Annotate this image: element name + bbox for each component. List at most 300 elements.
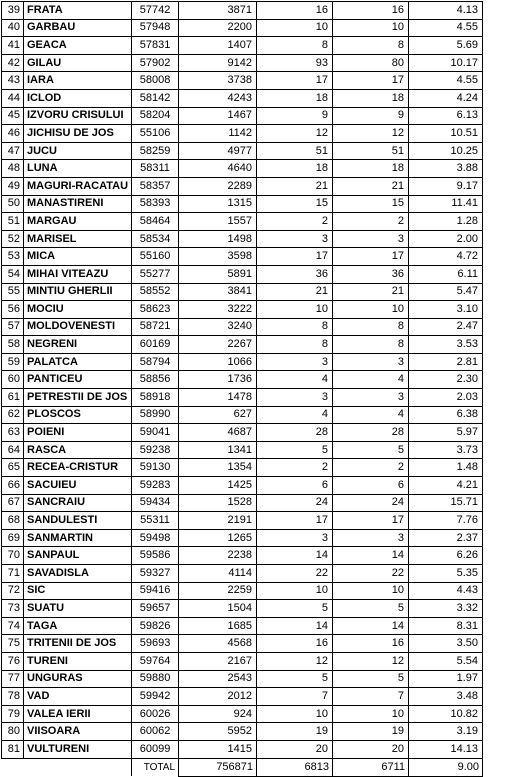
- rate: 10.25: [409, 142, 483, 160]
- count-b: 16: [333, 2, 409, 20]
- siruta-code: 58393: [132, 195, 179, 213]
- row-number: 47: [2, 142, 24, 160]
- locality-name: TURENI: [24, 652, 132, 670]
- population: 2167: [179, 652, 257, 670]
- row-number: 51: [2, 213, 24, 231]
- table-row: [2, 547, 483, 565]
- count-a: 17: [257, 512, 333, 530]
- siruta-code: 59327: [132, 565, 179, 583]
- table-row: [2, 353, 483, 371]
- count-a: 14: [257, 547, 333, 565]
- locality-name: MARGAU: [24, 213, 132, 231]
- rate: 15.71: [409, 494, 483, 512]
- population: 1142: [179, 125, 257, 143]
- rate: 3.19: [409, 723, 483, 741]
- population: 1407: [179, 37, 257, 55]
- siruta-code: 60169: [132, 336, 179, 354]
- row-number: 79: [2, 705, 24, 723]
- siruta-code: 55311: [132, 512, 179, 530]
- population: 1528: [179, 494, 257, 512]
- rate: 11.41: [409, 195, 483, 213]
- table-row: [2, 248, 483, 266]
- population: 1341: [179, 441, 257, 459]
- population: 2200: [179, 19, 257, 37]
- population: 1354: [179, 459, 257, 477]
- siruta-code: 58464: [132, 213, 179, 231]
- population: 5952: [179, 723, 257, 741]
- population: 2267: [179, 336, 257, 354]
- count-b: 3: [333, 230, 409, 248]
- table-row: [2, 283, 483, 301]
- locality-name: GILAU: [24, 54, 132, 72]
- count-b: 19: [333, 723, 409, 741]
- rate: 1.28: [409, 213, 483, 231]
- rate: 6.26: [409, 547, 483, 565]
- count-a: 51: [257, 142, 333, 160]
- row-number: 77: [2, 670, 24, 688]
- table-row: [2, 617, 483, 635]
- count-a: 5: [257, 600, 333, 618]
- count-a: 3: [257, 230, 333, 248]
- locality-name: POIENI: [24, 424, 132, 442]
- count-b: 10: [333, 582, 409, 600]
- count-b: 14: [333, 617, 409, 635]
- count-b: 10: [333, 705, 409, 723]
- population: 1066: [179, 353, 257, 371]
- row-number: 61: [2, 389, 24, 407]
- count-b: 12: [333, 652, 409, 670]
- row-number: 52: [2, 230, 24, 248]
- row-number: 43: [2, 72, 24, 90]
- siruta-code: 58008: [132, 72, 179, 90]
- rate: 1.97: [409, 670, 483, 688]
- siruta-code: 58856: [132, 371, 179, 389]
- siruta-code: 58918: [132, 389, 179, 407]
- count-a: 9: [257, 107, 333, 125]
- row-number: 57: [2, 318, 24, 336]
- table-row: [2, 600, 483, 618]
- siruta-code: 59880: [132, 670, 179, 688]
- row-number: 62: [2, 406, 24, 424]
- count-b: 18: [333, 160, 409, 178]
- count-b: 12: [333, 125, 409, 143]
- row-number: 69: [2, 529, 24, 547]
- locality-name: GARBAU: [24, 19, 132, 37]
- locality-name: IARA: [24, 72, 132, 90]
- table-row: [2, 177, 483, 195]
- rate: 4.13: [409, 2, 483, 20]
- rate: 1.48: [409, 459, 483, 477]
- count-a: 16: [257, 635, 333, 653]
- locality-name: TAGA: [24, 617, 132, 635]
- siruta-code: 58534: [132, 230, 179, 248]
- rate: 2.81: [409, 353, 483, 371]
- locality-name: GEACA: [24, 37, 132, 55]
- population: 1504: [179, 600, 257, 618]
- row-number: 54: [2, 265, 24, 283]
- count-a: 7: [257, 688, 333, 706]
- locality-name: MOCIU: [24, 301, 132, 319]
- siruta-code: 57831: [132, 37, 179, 55]
- rate: 4.43: [409, 582, 483, 600]
- rate: 14.13: [409, 740, 483, 758]
- locality-name: UNGURAS: [24, 670, 132, 688]
- table-row: [2, 705, 483, 723]
- count-b: 5: [333, 670, 409, 688]
- rate: 2.30: [409, 371, 483, 389]
- locality-name: MANASTIRENI: [24, 195, 132, 213]
- row-number: 53: [2, 248, 24, 266]
- count-a: 22: [257, 565, 333, 583]
- count-a: 10: [257, 705, 333, 723]
- locality-name: PLOSCOS: [24, 406, 132, 424]
- rate: 3.53: [409, 336, 483, 354]
- count-a: 3: [257, 353, 333, 371]
- population: 1265: [179, 529, 257, 547]
- count-a: 24: [257, 494, 333, 512]
- total-col5: 6813: [257, 758, 333, 776]
- row-number: 76: [2, 652, 24, 670]
- table-row: [2, 142, 483, 160]
- count-a: 8: [257, 318, 333, 336]
- rate: 3.73: [409, 441, 483, 459]
- siruta-code: 55106: [132, 125, 179, 143]
- count-a: 28: [257, 424, 333, 442]
- locality-name: ICLOD: [24, 89, 132, 107]
- locality-name: MINTIU GHERLII: [24, 283, 132, 301]
- rate: 4.55: [409, 72, 483, 90]
- rate: 5.47: [409, 283, 483, 301]
- siruta-code: 60026: [132, 705, 179, 723]
- siruta-code: 57742: [132, 2, 179, 20]
- count-b: 7: [333, 688, 409, 706]
- table-row: [2, 406, 483, 424]
- siruta-code: 58721: [132, 318, 179, 336]
- population: 2289: [179, 177, 257, 195]
- count-b: 17: [333, 72, 409, 90]
- locality-name: RASCA: [24, 441, 132, 459]
- row-number: 64: [2, 441, 24, 459]
- rate: 8.31: [409, 617, 483, 635]
- population: 5891: [179, 265, 257, 283]
- siruta-code: 59416: [132, 582, 179, 600]
- population: 1315: [179, 195, 257, 213]
- locality-name: SIC: [24, 582, 132, 600]
- siruta-code: 59826: [132, 617, 179, 635]
- locality-name: MICA: [24, 248, 132, 266]
- count-b: 3: [333, 389, 409, 407]
- count-a: 16: [257, 2, 333, 20]
- siruta-code: 58794: [132, 353, 179, 371]
- table-row: [2, 160, 483, 178]
- rate: 5.69: [409, 37, 483, 55]
- siruta-code: 59693: [132, 635, 179, 653]
- row-number: 42: [2, 54, 24, 72]
- population: 1425: [179, 477, 257, 495]
- count-b: 5: [333, 600, 409, 618]
- table-row: [2, 565, 483, 583]
- locality-name: SANPAUL: [24, 547, 132, 565]
- siruta-code: 57948: [132, 19, 179, 37]
- population: 3598: [179, 248, 257, 266]
- table-row: [2, 424, 483, 442]
- siruta-code: 58311: [132, 160, 179, 178]
- row-number: 56: [2, 301, 24, 319]
- population: 3871: [179, 2, 257, 20]
- table-row: [2, 740, 483, 758]
- table-row: [2, 107, 483, 125]
- table-row: [2, 2, 483, 20]
- row-number: 71: [2, 565, 24, 583]
- row-number: 73: [2, 600, 24, 618]
- locality-name: SANDULESTI: [24, 512, 132, 530]
- population: 2543: [179, 670, 257, 688]
- locality-name: VIISOARA: [24, 723, 132, 741]
- table-row: [2, 371, 483, 389]
- row-number: 81: [2, 740, 24, 758]
- rate: 3.32: [409, 600, 483, 618]
- count-b: 3: [333, 529, 409, 547]
- rate: 3.48: [409, 688, 483, 706]
- siruta-code: 59498: [132, 529, 179, 547]
- table-row: [2, 688, 483, 706]
- locality-name: SANCRAIU: [24, 494, 132, 512]
- count-b: 17: [333, 512, 409, 530]
- count-a: 21: [257, 177, 333, 195]
- total-label: TOTAL: [132, 758, 179, 776]
- count-a: 5: [257, 670, 333, 688]
- row-number: 78: [2, 688, 24, 706]
- locality-name: PALATCA: [24, 353, 132, 371]
- population: 1478: [179, 389, 257, 407]
- siruta-code: 59130: [132, 459, 179, 477]
- table-row: [2, 459, 483, 477]
- table-row: [2, 72, 483, 90]
- population: 4568: [179, 635, 257, 653]
- table-row: [2, 230, 483, 248]
- population: 3738: [179, 72, 257, 90]
- siruta-code: 58357: [132, 177, 179, 195]
- row-number: 70: [2, 547, 24, 565]
- rate: 5.97: [409, 424, 483, 442]
- count-a: 12: [257, 652, 333, 670]
- count-b: 22: [333, 565, 409, 583]
- count-a: 2: [257, 459, 333, 477]
- population: 4640: [179, 160, 257, 178]
- row-number: 67: [2, 494, 24, 512]
- table-row: [2, 441, 483, 459]
- table-row: [2, 582, 483, 600]
- locality-name: VALEA IERII: [24, 705, 132, 723]
- count-a: 17: [257, 72, 333, 90]
- locality-name: IZVORU CRISULUI: [24, 107, 132, 125]
- table-row: [2, 89, 483, 107]
- siruta-code: 59586: [132, 547, 179, 565]
- count-b: 28: [333, 424, 409, 442]
- count-b: 18: [333, 89, 409, 107]
- count-b: 4: [333, 406, 409, 424]
- table-row: [2, 37, 483, 55]
- rate: 10.51: [409, 125, 483, 143]
- row-number: 75: [2, 635, 24, 653]
- rate: 6.38: [409, 406, 483, 424]
- population: 2191: [179, 512, 257, 530]
- table-row: [2, 512, 483, 530]
- siruta-code: 59657: [132, 600, 179, 618]
- count-a: 18: [257, 89, 333, 107]
- total-rate: 9.00: [409, 758, 483, 776]
- table-row: [2, 125, 483, 143]
- locality-name: MAGURI-RACATAU: [24, 177, 132, 195]
- count-a: 2: [257, 213, 333, 231]
- locality-name: SUATU: [24, 600, 132, 618]
- count-b: 21: [333, 177, 409, 195]
- count-b: 17: [333, 248, 409, 266]
- total-population: 756871: [179, 758, 257, 776]
- count-a: 12: [257, 125, 333, 143]
- row-number: 60: [2, 371, 24, 389]
- siruta-code: 58990: [132, 406, 179, 424]
- siruta-code: 60062: [132, 723, 179, 741]
- rate: 2.00: [409, 230, 483, 248]
- locality-name: FRATA: [24, 2, 132, 20]
- locality-name: SAVADISLA: [24, 565, 132, 583]
- count-b: 10: [333, 301, 409, 319]
- count-b: 36: [333, 265, 409, 283]
- siruta-code: 59283: [132, 477, 179, 495]
- count-a: 5: [257, 441, 333, 459]
- rate: 5.54: [409, 652, 483, 670]
- row-number: 40: [2, 19, 24, 37]
- siruta-code: 59942: [132, 688, 179, 706]
- row-number: 72: [2, 582, 24, 600]
- row-number: 44: [2, 89, 24, 107]
- table-row: [2, 265, 483, 283]
- population: 3240: [179, 318, 257, 336]
- population: 1557: [179, 213, 257, 231]
- count-b: 8: [333, 37, 409, 55]
- siruta-code: 58623: [132, 301, 179, 319]
- count-b: 21: [333, 283, 409, 301]
- rate: 4.72: [409, 248, 483, 266]
- total-col6: 6711: [333, 758, 409, 776]
- rate: 4.21: [409, 477, 483, 495]
- siruta-code: 58259: [132, 142, 179, 160]
- locality-name: JICHISU DE JOS: [24, 125, 132, 143]
- count-a: 14: [257, 617, 333, 635]
- rate: 6.13: [409, 107, 483, 125]
- table-row: [2, 336, 483, 354]
- count-a: 10: [257, 582, 333, 600]
- siruta-code: 59764: [132, 652, 179, 670]
- population: 1736: [179, 371, 257, 389]
- count-a: 3: [257, 389, 333, 407]
- row-number: 48: [2, 160, 24, 178]
- locality-name: TRITENII DE JOS: [24, 635, 132, 653]
- rate: 4.55: [409, 19, 483, 37]
- row-number: 63: [2, 424, 24, 442]
- count-b: 2: [333, 213, 409, 231]
- population: 4243: [179, 89, 257, 107]
- siruta-code: 55277: [132, 265, 179, 283]
- row-number: 58: [2, 336, 24, 354]
- table-row: [2, 635, 483, 653]
- count-a: 10: [257, 301, 333, 319]
- count-b: 80: [333, 54, 409, 72]
- count-b: 15: [333, 195, 409, 213]
- siruta-code: 59238: [132, 441, 179, 459]
- table-row: [2, 213, 483, 231]
- count-a: 15: [257, 195, 333, 213]
- count-b: 20: [333, 740, 409, 758]
- count-b: 16: [333, 635, 409, 653]
- locality-name: SACUIEU: [24, 477, 132, 495]
- population: 2012: [179, 688, 257, 706]
- count-b: 10: [333, 19, 409, 37]
- locality-name: MIHAI VITEAZU: [24, 265, 132, 283]
- rate: 2.37: [409, 529, 483, 547]
- data-table: [1, 1, 483, 777]
- table-row: [2, 494, 483, 512]
- count-a: 8: [257, 37, 333, 55]
- population: 4114: [179, 565, 257, 583]
- rate: 10.82: [409, 705, 483, 723]
- rate: 9.17: [409, 177, 483, 195]
- row-number: 39: [2, 2, 24, 20]
- locality-name: PETRESTII DE JOS: [24, 389, 132, 407]
- row-number: 50: [2, 195, 24, 213]
- table-row: [2, 529, 483, 547]
- siruta-code: 58204: [132, 107, 179, 125]
- count-b: 2: [333, 459, 409, 477]
- total-row: [2, 758, 483, 776]
- locality-name: JUCU: [24, 142, 132, 160]
- table-row: [2, 477, 483, 495]
- siruta-code: 55160: [132, 248, 179, 266]
- row-number: 68: [2, 512, 24, 530]
- count-a: 17: [257, 248, 333, 266]
- population: 3222: [179, 301, 257, 319]
- row-number: 80: [2, 723, 24, 741]
- siruta-code: 58552: [132, 283, 179, 301]
- count-b: 8: [333, 318, 409, 336]
- count-a: 4: [257, 371, 333, 389]
- table-row: [2, 389, 483, 407]
- siruta-code: 59434: [132, 494, 179, 512]
- count-a: 4: [257, 406, 333, 424]
- row-number: 59: [2, 353, 24, 371]
- population: 4977: [179, 142, 257, 160]
- row-number: 41: [2, 37, 24, 55]
- count-b: 51: [333, 142, 409, 160]
- count-b: 24: [333, 494, 409, 512]
- count-a: 8: [257, 336, 333, 354]
- row-number: 55: [2, 283, 24, 301]
- population: 924: [179, 705, 257, 723]
- table-row: [2, 19, 483, 37]
- count-a: 18: [257, 160, 333, 178]
- rate: 4.24: [409, 89, 483, 107]
- count-b: 5: [333, 441, 409, 459]
- population: 1685: [179, 617, 257, 635]
- population: 2259: [179, 582, 257, 600]
- siruta-code: 60099: [132, 740, 179, 758]
- population: 1415: [179, 740, 257, 758]
- population: 3841: [179, 283, 257, 301]
- locality-name: RECEA-CRISTUR: [24, 459, 132, 477]
- count-a: 3: [257, 529, 333, 547]
- population: 4687: [179, 424, 257, 442]
